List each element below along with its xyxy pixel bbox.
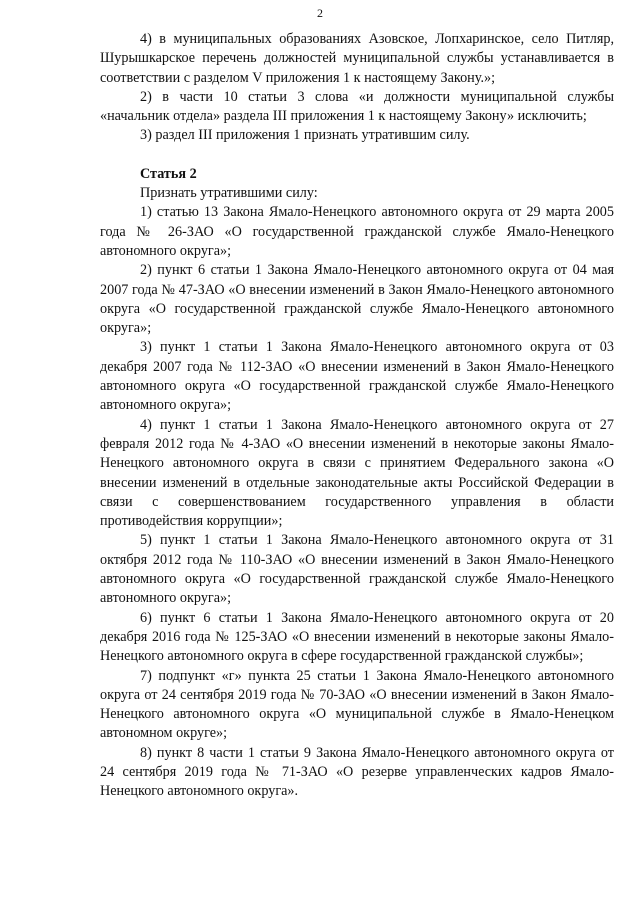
repeal-item-3: 3) пункт 1 статьи 1 Закона Ямало-Ненецкого автономного округа от 03 декабря 2007 года № 112-ЗАО «О внесении изменений в Закон Ямало-Ненецкого автономного округа «О государственной гражданской службе Ямало-Ненецкого автономного округа»; <box>100 339 614 414</box>
page-number: 2 <box>317 6 323 20</box>
repeal-item-6: 6) пункт 6 статьи 1 Закона Ямало-Ненецкого автономного округа от 20 декабря 2016 года № 125-ЗАО «О внесении изменений в некоторые законы Ямало-Ненецкого автономного округа в сфере государственной гражданской службы»; <box>100 609 614 665</box>
section-spacer <box>100 146 614 165</box>
amendment-item-4: 4) в муниципальных образованиях Азовское, Лопхаринское, село Питляр, Шурышкарское перечень должностей муниципальной службы устанавливается в соответствии с разделом V приложения 1 к настоящему Закону.»; <box>100 31 614 86</box>
repeal-item-5: 5) пункт 1 статьи 1 Закона Ямало-Ненецкого автономного округа от 31 октября 2012 года № 110-ЗАО «О внесении изменений в Закон Ямало-Ненецкого автономного округа «О государственной гражданской службе Ямало-Ненецкого автономного округа»; <box>100 532 614 607</box>
article-2-intro: Признать утратившими силу: <box>140 185 318 202</box>
repeal-item-7: 7) подпункт «г» пункта 25 статьи 1 Закона Ямало-Ненецкого автономного округа от 24 сентября 2019 года № 70-ЗАО «О внесении изменений в Закон Ямало-Ненецкого автономного округа «О муниципальной службе в Ямало-Ненецком автономном округе»; <box>100 667 614 742</box>
repeal-item-1: 1) статью 13 Закона Ямало-Ненецкого автономного округа от 29 марта 2005 года № 26-ЗАО «О государственной гражданской службе Ямало-Ненецкого автономного округа»; <box>100 204 614 259</box>
amendment-item-3: 3) раздел III приложения 1 признать утратившим силу. <box>140 127 470 144</box>
repeal-item-8: 8) пункт 8 части 1 статьи 9 Закона Ямало-Ненецкого автономного округа от 24 сентября 2019 года № 71-ЗАО «О резерве управленческих кадров Ямало-Ненецкого автономного округа». <box>100 744 614 800</box>
repeal-item-4: 4) пункт 1 статьи 1 Закона Ямало-Ненецкого автономного округа от 27 февраля 2012 года № 4-ЗАО «О внесении изменений в некоторые законы Ямало-Ненецкого автономного округа в связи с принятием Федерального закона «О внесении изменений в отдельные законодательные акты Российской Федерации в связи с совершенствованием государственного управления в области противодействия коррупции»; <box>100 416 614 530</box>
document-body <box>100 30 614 802</box>
article-2-heading: Статья 2 <box>140 165 197 182</box>
amendment-item-2: 2) в части 10 статьи 3 слова «и должности муниципальной службы «начальник отдела» раздела III приложения 1 к настоящему Закону» исключить; <box>100 88 614 125</box>
repeal-item-2: 2) пункт 6 статьи 1 Закона Ямало-Ненецкого автономного округа от 04 мая 2007 года № 47-ЗАО «О внесении изменений в Закон Ямало-Ненецкого автономного округа «О государственной гражданской службе Ямало-Ненецкого автономного округа»; <box>100 262 614 337</box>
